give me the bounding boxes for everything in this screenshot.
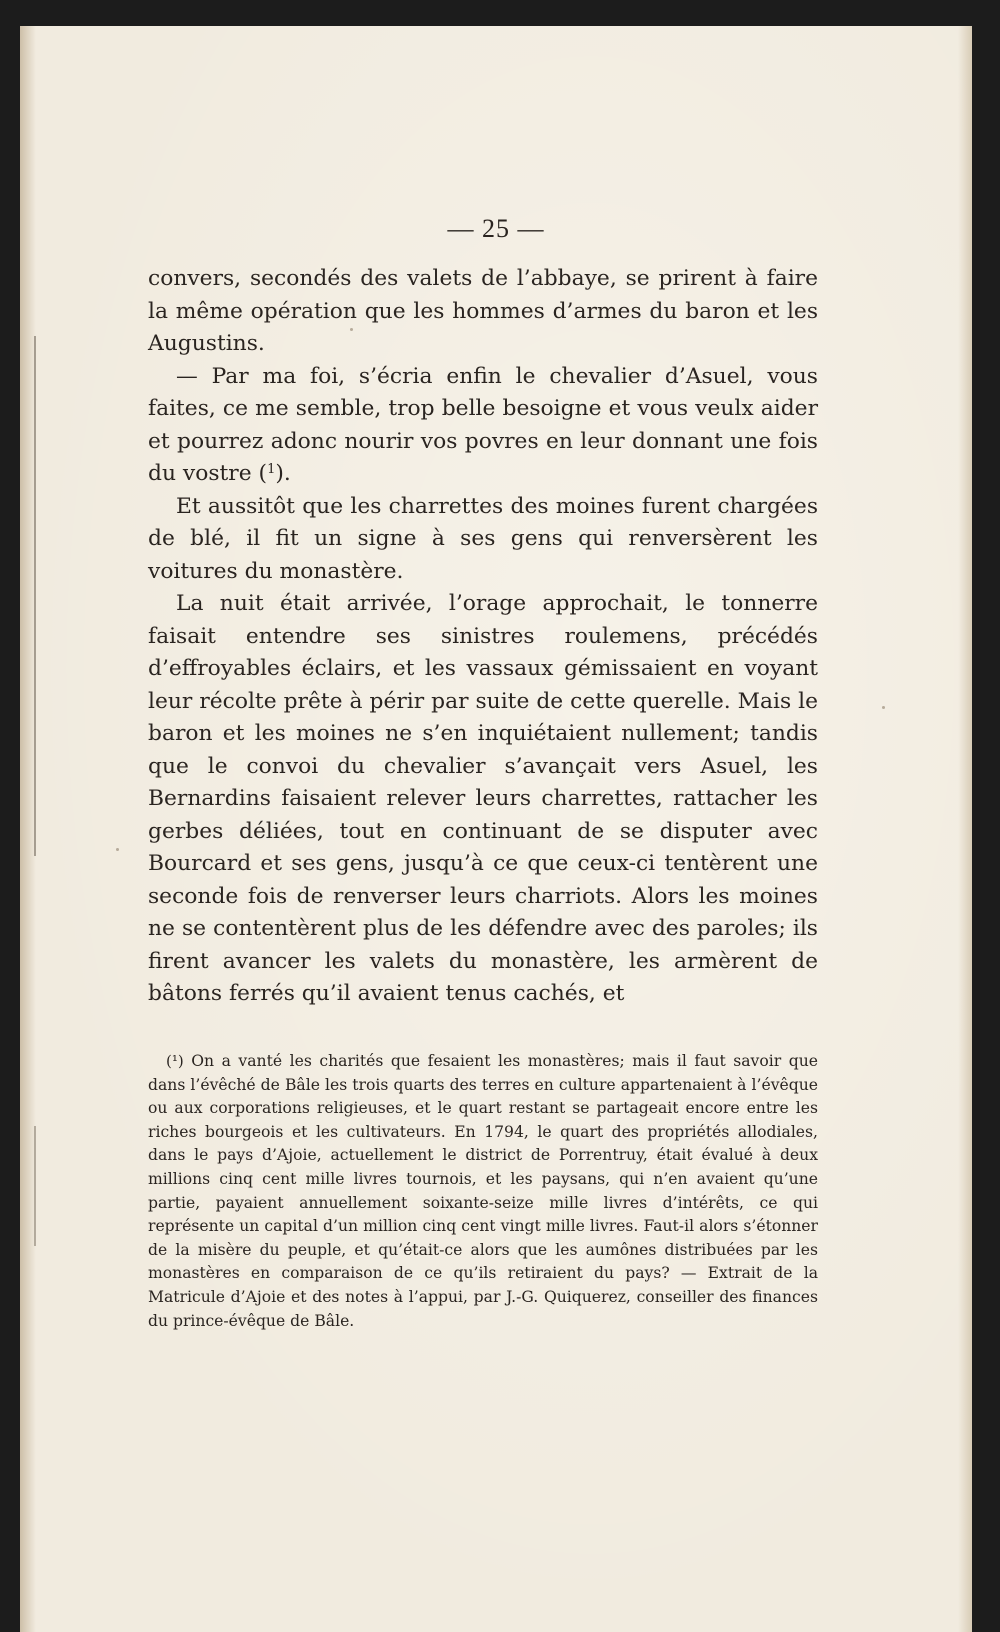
paper-speck bbox=[882, 706, 885, 709]
footnote-text: On a vanté les charités que fesaient les monastères; mais il faut savoir que dans l’évêché de Bâle les trois quarts des terres en culture appartenaient à l’évêque ou aux corporations religieuses, et le quart restant se partageait encore entre les riches bourgeois et les cultivateurs. En 1794, le quart des propriétés allodiales, dans le pays d’Ajoie, actuellement le district de Porrentruy, était évalué à deux millions cinq cent mille livres tournois, et les paysans, qui n’en avaient qu’une partie, payaient annuellement soixante-seize mille livres d’intérêts, ce qui représente un capital d’un million cinq cent vingt mille livres. Faut-il alors s’étonner de la misère du peuple, et qu’était-ce alors que les aumônes distribuées par les monastères en comparaison de ce qu’ils retiraient du pays? — Extrait de la Matricule d’Ajoie et des notes à l’appui, par J.-G. Quiquerez, conseiller des finances du prince-évêque de Bâle. bbox=[148, 1052, 818, 1330]
book-page bbox=[20, 26, 972, 1632]
footnote-marker: (¹) bbox=[166, 1052, 184, 1070]
paragraph-3: Et aussitôt que les charrettes des moines furent chargées de blé, il fit un signe à ses gens qui renversèrent les voitures du monastère. bbox=[148, 493, 818, 584]
footnote bbox=[148, 1050, 818, 1333]
paragraph-2-end: ). bbox=[275, 461, 291, 486]
paragraph-4: La nuit était arrivée, l’orage approchait, le tonnerre faisait entendre ses sinistres roulemens, précédés d’effroyables éclairs, et les vassaux gémissaient en voyant leur récolte prête à périr par suite de cette querelle. Mais le baron et les moines ne s’en inquiétaient nullement; tandis que le convoi du chevalier s’avançait vers Asuel, les Bernardins faisaient relever leurs charrettes, rattacher les gerbes déliées, tout en continuant de se disputer avec Bourcard et ses gens, jusqu’à ce que ceux-ci tentèrent une seconde fois de renverser leurs charriots. Alors les moines ne se contentèrent plus de les défendre avec des paroles; ils firent avancer les valets du monastère, les armèrent de bâtons ferrés qu’il avaient tenus cachés, et bbox=[148, 591, 818, 1006]
paper-speck bbox=[116, 848, 119, 851]
main-text bbox=[148, 263, 818, 1011]
paragraph-1: convers, secondés des valets de l’abbaye, se prirent à faire la même opération que les hommes d’armes du baron et les Augustins. bbox=[148, 266, 818, 356]
page-edge-shadow bbox=[958, 26, 972, 1632]
binding-mark bbox=[34, 336, 36, 856]
binding-mark-lower bbox=[34, 1126, 36, 1246]
paragraph-2-text: — Par ma foi, s’écria enfin le chevalier d’Asuel, vous faites, ce me semble, trop belle besoigne et vous veulx aider et pourrez adonc nourir vos povres en leur donnant une fois du vostre ( bbox=[148, 363, 818, 486]
paper-speck bbox=[350, 328, 353, 331]
page-number: — 25 — bbox=[447, 214, 545, 243]
paragraph-2 bbox=[148, 361, 818, 491]
footnote-reference[interactable]: 1 bbox=[267, 462, 276, 477]
